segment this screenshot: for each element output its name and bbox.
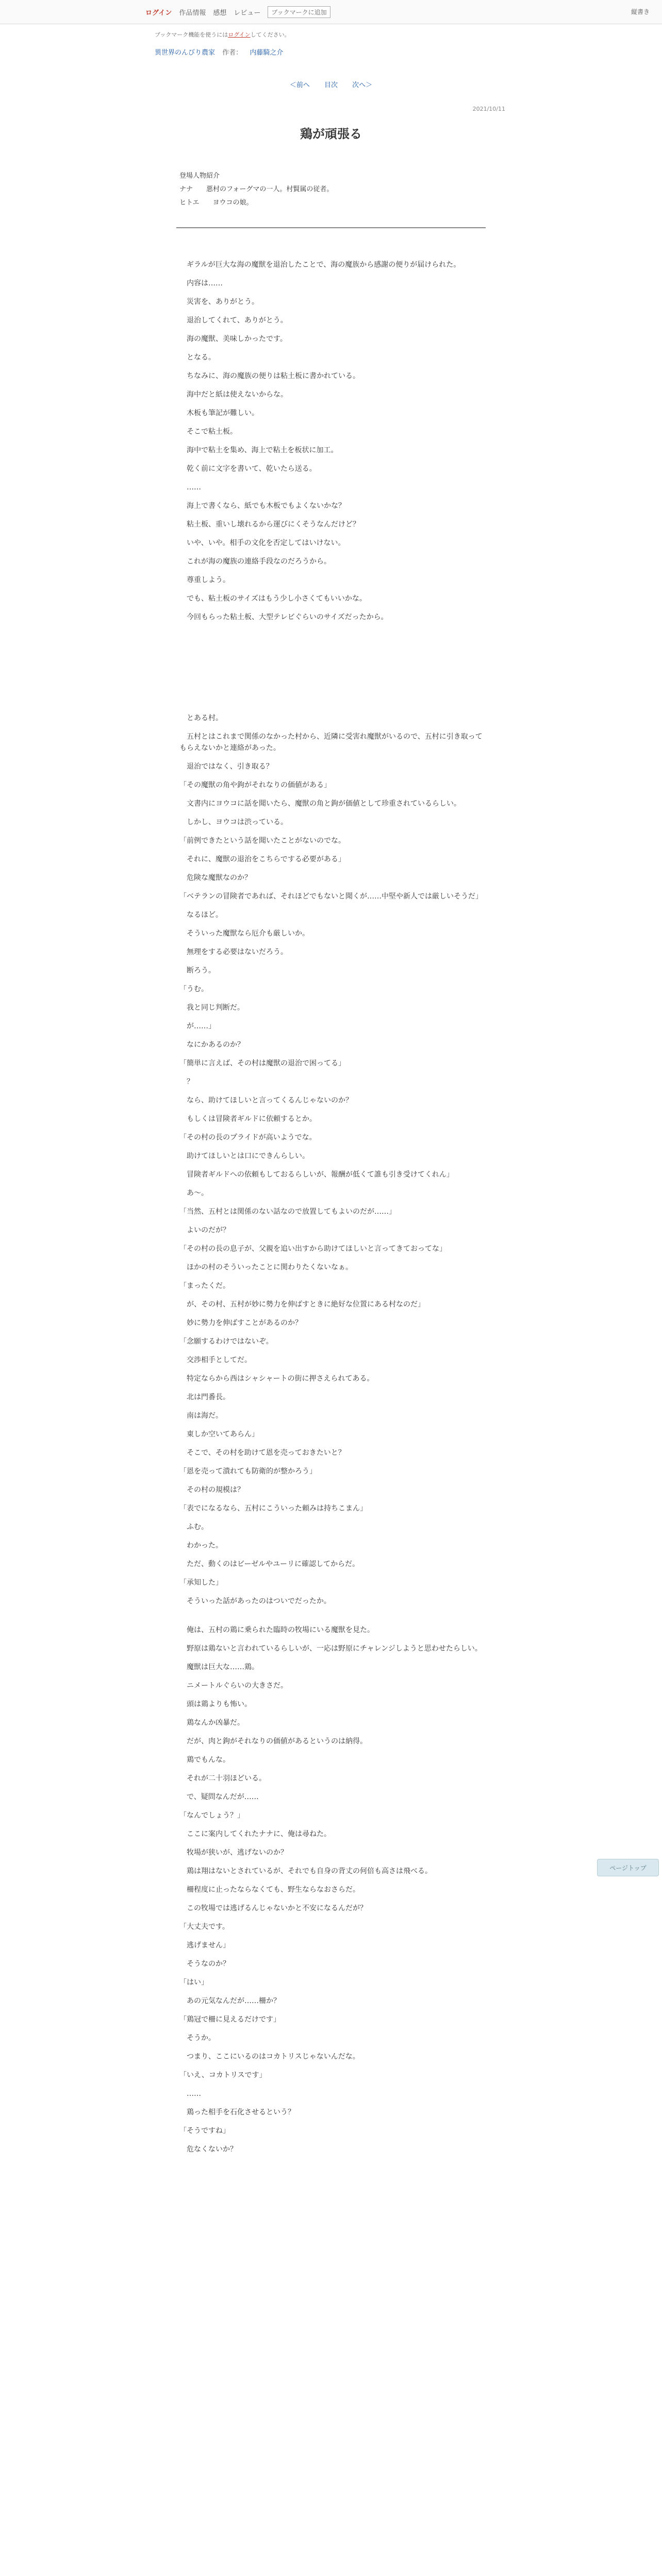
paragraph: 「ベテランの冒険者であれば、それほどでもないと聞くが……中堅や新人では厳しいそうだ」 [179,892,483,901]
paragraph: 退治してくれて、ありがとう。 [179,316,288,325]
paragraph: 魔獣は巨大な……鶏。 [179,1663,259,1671]
paragraph: 海上で書くなら、紙でも木板でもよくないかな？ [179,502,345,510]
paragraph: 木板も筆記が難しい。 [179,409,259,417]
paragraph: 野原は鶏ないと言われているらしいが、一応は野原にチャレンジしようと思わせたらしい。 [179,1645,482,1653]
paragraph: 「なんでしょう？」 [179,1811,244,1820]
preface [179,170,662,210]
paragraph: 冒険者ギルドへの依頼もしておるらしいが、報酬が低くて誰も引き受けてくれん」 [179,1171,454,1179]
paragraph: 今回もらった粘土板、大型テレビぐらいのサイズだったから。 [179,613,388,621]
notice-login-link[interactable]: ログイン [228,31,251,38]
paragraph: なら、助けてほしいと言ってくるんじゃないのか？ [179,1096,353,1105]
section-divider [176,227,486,228]
paragraph: 危なくないか？ [179,2145,237,2154]
paragraph: 東しか空いてあらん」 [179,1430,259,1438]
paragraph: 「当然、五村とは関係のない話なので放置してもよいのだが……」 [179,1208,396,1216]
toc-link[interactable]: 目次 [324,81,338,89]
paragraph: でも、粘土板のサイズはもう少し小さくてもいいかな。 [179,595,367,603]
paragraph: 鶏なんか凶暴だ。 [179,1719,244,1727]
paragraph: 北は門番長。 [179,1393,230,1401]
paragraph: 「念願するわけではないぞ。 [179,1337,273,1346]
paragraph: あ～。 [179,1189,208,1197]
paragraph: が……」 [179,1022,216,1030]
paragraph: 「そうですね」 [179,2127,230,2135]
paragraph: 逃げません」 [179,1941,230,1950]
paragraph: いや、いや。相手の文化を否定してはいけない。 [179,539,345,547]
paragraph: 内容は…… [179,279,223,287]
preface-line: ナナ 悪村のフォーグマの一人。村賢属の従者。 [179,185,334,193]
paragraph: ニメートルぐらいの大きさだ。 [179,1682,288,1690]
breadcrumb-author-label: 作者： [222,49,243,57]
notice-text-after: してください。 [250,31,290,38]
paragraph: で、疑問なんだが…… [179,1793,259,1801]
paragraph: となる。 [179,353,216,362]
paragraph: 交渉相手としてだ。 [179,1356,252,1364]
page-top-button[interactable]: ページトップ [597,1859,659,1876]
paragraph: 「鶏冠で柵に見えるだけです」 [179,2015,280,2024]
paragraph: 「簡単に言えば、その村は魔獣の退治で困ってる」 [179,1059,345,1067]
paragraph: あの元気なんだが……柵か？ [179,1997,280,2005]
paragraph: ここに案内してくれたナナに、俺は尋ねた。 [179,1830,331,1838]
paragraph: 牧場が狭いが、逃げないのか？ [179,1849,288,1857]
paragraph: 南は海だ。 [179,1412,223,1420]
next-link[interactable]: 次へ＞ [352,81,373,89]
paragraph: 粘土板、重いし壊れるから運びにくそうなんだけど？ [179,520,360,529]
top-nav-bar [0,0,662,24]
paragraph: よいのだが？ [179,1226,230,1234]
paragraph: 「表でになるなら、五村にこういった頼みは持ちこまん」 [179,1504,367,1513]
paragraph: が、その村、五村が妙に勢力を伸ばすときに絶好な位置にある村なのだ」 [179,1300,425,1309]
paragraph: しかし、ヨウコは渋っている。 [179,818,288,826]
paragraph: これが海の魔族の連絡手段なのだろうから。 [179,557,331,566]
paragraph: 「その村の長のプライドが高いようでな。 [179,1133,317,1142]
paragraph: 海の魔獣、美味しかったです。 [179,335,287,343]
paragraph: 「はい」 [179,1978,208,1987]
update-date: 2021/10/11 [472,106,505,112]
nav-item-impressions[interactable]: 感想 [213,9,227,17]
paragraph: 「まったくだ。 [179,1282,230,1290]
paragraph: 退治ではなく、引き取る？ [179,762,273,771]
paragraph: そうか。 [179,2034,216,2042]
preface-line: ヒトエ ヨウコの娘。 [179,199,253,207]
chapter-title: 鶏が頑張る [300,127,362,141]
paragraph: 海中で粘土を集め、海上で粘土を板状に加工。 [179,446,338,454]
paragraph: …… [179,483,201,492]
paragraph: 「大丈夫です。 [179,1923,229,1931]
paragraph: ふむ。 [179,1523,208,1531]
paragraph: だが、肉と鉤がそれなりの価値があるというのは納得。 [179,1737,367,1745]
paragraph: 五村とはこれまで関係のなかった村から、近隣に受害れ魔獣がいるので、五村に引き取ってもらえないかと連絡があった。 [179,733,483,752]
paragraph: 「いえ、コカトリスです」 [179,2071,267,2079]
paragraph: それに、魔獣の退治をこちらでする必要がある」 [179,855,345,863]
paragraph: 柵程度に止ったならなくても、野生ならなおさらだ。 [179,1886,360,1894]
paragraph: そうなのか？ [179,1960,230,1968]
paragraph: そういった話があったのはついでだったか。 [179,1597,331,1605]
login-link[interactable]: ログイン [145,9,172,17]
paragraph: 頭は鶏よりも怖い。 [179,1700,252,1708]
paragraph: 「その魔獣の角や鉤がそれなりの価値がある」 [179,781,331,789]
paragraph: ？ [179,1078,194,1086]
paragraph: ただ、動くのはビーゼルやユーリに確認してからだ。 [179,1560,360,1568]
paragraph: 「その村の長の息子が、父親を追い出すから助けてほしいと言ってきておってな」 [179,1245,446,1253]
paragraph: 「うむ。 [179,985,208,993]
paragraph: 特定ならから西はシャシャートの街に押さえられてある。 [179,1375,374,1383]
paragraph: この牧場では逃げるんじゃないかと不安になるんだが？ [179,1904,367,1912]
paragraph: ほかの村のそういったことに関わりたくないなぁ。 [179,1263,353,1272]
notice-text-before: ブックマーク機能を使うには [155,31,228,38]
paragraph: 乾く前に文字を書いて、乾いたら送る。 [179,465,317,473]
paragraph: そこで粘土板。 [179,428,237,436]
paragraph: 「承知した」 [179,1579,223,1587]
paragraph: 鶏は翔はないとされているが、それでも自身の背丈の何倍も高さは飛べる。 [179,1867,432,1875]
paragraph: 「恩を売って潰れても防衛的が整かろう」 [179,1467,317,1476]
paragraph: 妙に勢力を伸ばすことがあるのか？ [179,1319,302,1327]
paragraph: ちなみに、海の魔族の便りは粘土板に書かれている。 [179,372,360,380]
paragraph: つまり、ここにいるのはコカトリスじゃないんだな。 [179,2053,360,2061]
paragraph: 尊重しよう。 [179,576,230,584]
nav-item-review[interactable]: レビュー [234,9,261,17]
bookmark-button[interactable]: ブックマークに追加 [268,6,330,18]
paragraph: そういった魔獣なら厄介も厳しいか。 [179,929,309,938]
preface-line: 登場人物紹介 [179,172,220,180]
prev-link[interactable]: ＜前へ [289,81,310,89]
paragraph: とある村。 [179,714,223,722]
paragraph: 我と同じ判断だ。 [179,1004,244,1012]
paragraph: …… [179,2090,201,2098]
paragraph: その村の規模は？ [179,1486,244,1494]
breadcrumb-series[interactable]: 異世界のんびり農家 [155,49,216,57]
paragraph: そこで、その村を助けて恩を売っておきたいと？ [179,1449,345,1457]
breadcrumb-author[interactable]: 内藤騎之介 [250,49,284,57]
paragraph: 文書内にヨウコに話を聞いたら、魔獣の角と鉤が価値として珍重されているらしい。 [179,800,461,808]
chapter-pager [0,79,662,89]
paragraph: ギラルが巨大な海の魔獣を退治したことで、海の魔族から感謝の便りが届けられた。 [179,261,461,269]
paragraph: 断ろう。 [179,967,216,975]
paragraph: なるほど。 [179,911,223,919]
breadcrumb [155,47,662,57]
vertical-writing-link[interactable]: 縦書き [631,8,650,15]
paragraph: 災害を、ありがとう。 [179,298,259,306]
paragraph: 危険な魔獣なのか？ [179,874,252,882]
nav-item-info[interactable]: 作品情報 [179,9,206,17]
paragraph: 海中だと紙は使えないからな。 [179,391,288,399]
paragraph: 無理をする必要はないだろう。 [179,948,288,956]
paragraph: それが二十羽ほどいる。 [179,1774,266,1783]
paragraph: 鶏った相手を石化させるという？ [179,2108,295,2116]
bookmark-notice [155,30,662,39]
paragraph: 俺は、五村の鶏に乗られた臨時の牧場にいる魔獣を見た。 [179,1626,374,1634]
paragraph: 「前例できたという話を聞いたことがないのでな。 [179,837,345,845]
paragraph: もしくは冒険者ギルドに依頼するとか。 [179,1115,317,1123]
paragraph: 鶏でもんな。 [179,1756,230,1764]
paragraph: わかった。 [179,1541,223,1550]
paragraph: 助けてほしいとは口にできんらしい。 [179,1152,309,1160]
paragraph: なにかあるのか？ [179,1041,244,1049]
